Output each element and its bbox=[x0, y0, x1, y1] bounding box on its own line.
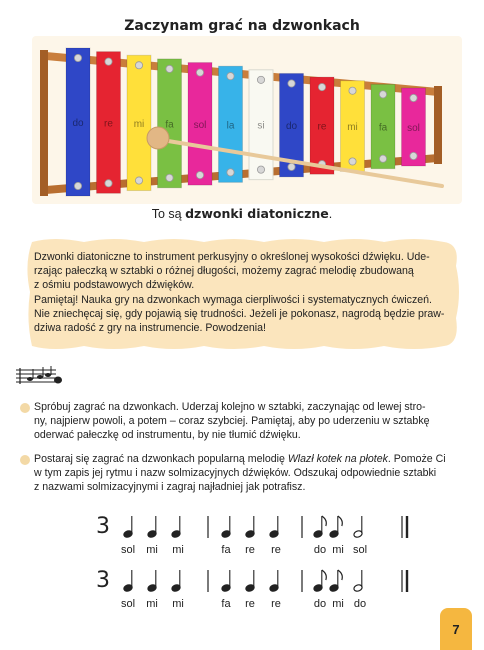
xylophone-illustration bbox=[32, 36, 462, 204]
task-1 bbox=[34, 400, 454, 443]
solmization-syllable: fa bbox=[221, 544, 231, 556]
solmization-syllable: sol bbox=[120, 544, 136, 556]
xylophone-bar-label: mi bbox=[347, 122, 358, 134]
info-line: rzając pałeczką w sztabki o różnej długości, możemy zagrać melodię zbudowaną bbox=[34, 265, 414, 278]
task-bullet bbox=[20, 455, 30, 465]
bar-peg bbox=[135, 62, 142, 69]
bar-peg bbox=[257, 166, 264, 173]
xylophone-bar-label: fa bbox=[165, 119, 174, 131]
bar-peg bbox=[74, 54, 81, 61]
mallet-head bbox=[147, 127, 169, 149]
eighth-flag bbox=[322, 570, 327, 580]
solmization-syllable: re bbox=[245, 598, 255, 610]
xylophone-bar-label: la bbox=[226, 120, 235, 132]
bar-peg bbox=[318, 83, 325, 90]
xylophone-bar-label: fa bbox=[378, 122, 388, 134]
task-line: oderwać pałeczkę od instrumentu, by nie tłumić dźwięku. bbox=[34, 429, 301, 442]
task-line bbox=[34, 452, 454, 466]
eighth-flag bbox=[322, 516, 327, 526]
bar-peg bbox=[74, 182, 81, 189]
bar-peg bbox=[349, 87, 356, 94]
info-box bbox=[24, 236, 464, 350]
caption-suffix: . bbox=[328, 207, 333, 221]
bar-peg bbox=[410, 94, 417, 101]
xylophone-bar-label: si bbox=[257, 120, 265, 132]
task-line: w tym zapis jej rytmu i nazw solmizacyjnych dźwięków. Odszukaj odpowiednie sztabki bbox=[34, 467, 437, 480]
bar-peg bbox=[135, 177, 142, 184]
task-line: ny, najpierw powoli, a potem – coraz szybciej. Pamiętaj, aby po uderzeniu w sztabkę bbox=[34, 415, 430, 428]
rhythm-line-1 bbox=[96, 514, 426, 564]
info-line: dziwa radość z gry na instrumencie. Powodzenia! bbox=[34, 322, 266, 335]
solmization-syllable: mi bbox=[332, 544, 344, 556]
bar-peg bbox=[166, 174, 173, 181]
bar-peg bbox=[227, 169, 234, 176]
bar-peg bbox=[196, 171, 203, 178]
info-text bbox=[34, 250, 454, 335]
caption-prefix: To są bbox=[151, 207, 186, 221]
solmization-syllable: fa bbox=[221, 598, 231, 610]
info-line: Nie zniechęcaj się, gdy pojawią się trudności. Jeżeli je pokonasz, nagrodą będzie praw- bbox=[34, 307, 445, 320]
frame-right-end bbox=[434, 86, 442, 164]
bar-peg bbox=[257, 76, 264, 83]
rhythm-notes bbox=[96, 568, 426, 598]
xylophone-bar-label: sol bbox=[407, 123, 420, 134]
solmization-syllable: mi bbox=[146, 544, 158, 556]
info-line: Pamiętaj! Nauka gry na dzwonkach wymaga cierpliwości i systematycznych ćwiczeń. bbox=[34, 293, 433, 306]
xylophone-bar-label: do bbox=[72, 118, 84, 129]
bar-peg bbox=[166, 65, 173, 72]
solmization-syllable: mi bbox=[172, 598, 184, 610]
eighth-flag bbox=[338, 570, 343, 580]
solmization-syllable: do bbox=[353, 598, 367, 610]
bar-peg bbox=[288, 163, 295, 170]
bar-peg bbox=[379, 155, 386, 162]
xylophone-bar-label: do bbox=[285, 121, 298, 133]
xylophone-bar-label: re bbox=[317, 121, 327, 133]
info-line: Dzwonki diatoniczne to instrument perkusyjny o określonej wysokości dźwięku. Ude- bbox=[34, 251, 430, 263]
caption bbox=[0, 206, 484, 221]
bar-peg bbox=[288, 80, 295, 87]
xylophone-bar-label: re bbox=[104, 118, 113, 130]
xylophone-bar-label: mi bbox=[133, 118, 145, 130]
xylophone-bar-label: sol bbox=[193, 119, 207, 131]
bar-peg bbox=[227, 73, 234, 80]
frame-left-end bbox=[40, 50, 48, 196]
eighth-flag bbox=[338, 516, 343, 526]
music-staff-icon bbox=[16, 366, 62, 386]
song-title: Wlazł kotek na płotek bbox=[287, 453, 388, 465]
task-line: Spróbuj zagrać na dzwonkach. Uderzaj kolejno w sztabki, zaczynając od lewej stro- bbox=[34, 401, 426, 413]
solmization-syllable: re bbox=[271, 598, 281, 610]
time-signature: 3 bbox=[96, 568, 110, 593]
bar-peg bbox=[105, 58, 112, 65]
page-number: 7 bbox=[440, 608, 472, 650]
solmization-syllable: do bbox=[313, 544, 327, 556]
bar-peg bbox=[196, 69, 203, 76]
task-line-prefix: Postaraj się zagrać na dzwonkach popularną melodię bbox=[34, 453, 288, 465]
solmization-syllable: mi bbox=[332, 598, 344, 610]
time-signature: 3 bbox=[96, 514, 110, 539]
info-line: z ośmiu podstawowych dźwięków. bbox=[34, 279, 195, 292]
bar-peg bbox=[410, 152, 417, 159]
solmization-syllable: sol bbox=[352, 544, 368, 556]
bar-peg bbox=[105, 180, 112, 187]
page-title: Zaczynam grać na dzwonkach bbox=[124, 18, 360, 34]
solmization-syllable: mi bbox=[146, 598, 158, 610]
solmization-syllable: re bbox=[245, 544, 255, 556]
task-line: z nazwami solmizacyjnymi i zagraj najładniej jak potrafisz. bbox=[34, 481, 306, 494]
solmization-syllable: re bbox=[271, 544, 281, 556]
rhythm-line-2 bbox=[96, 568, 426, 618]
rhythm-notes bbox=[96, 514, 426, 544]
task-line-suffix: . Pomoże Ci bbox=[387, 453, 446, 465]
task-bullet bbox=[20, 403, 30, 413]
solmization-syllable: do bbox=[313, 598, 327, 610]
solmization-syllable: sol bbox=[120, 598, 136, 610]
bar-peg bbox=[349, 158, 356, 165]
bar-peg bbox=[379, 91, 386, 98]
solmization-syllable: mi bbox=[172, 544, 184, 556]
caption-term: dzwonki diatoniczne bbox=[185, 206, 329, 221]
task-2 bbox=[34, 452, 454, 495]
xylophone-drawing bbox=[32, 36, 462, 204]
